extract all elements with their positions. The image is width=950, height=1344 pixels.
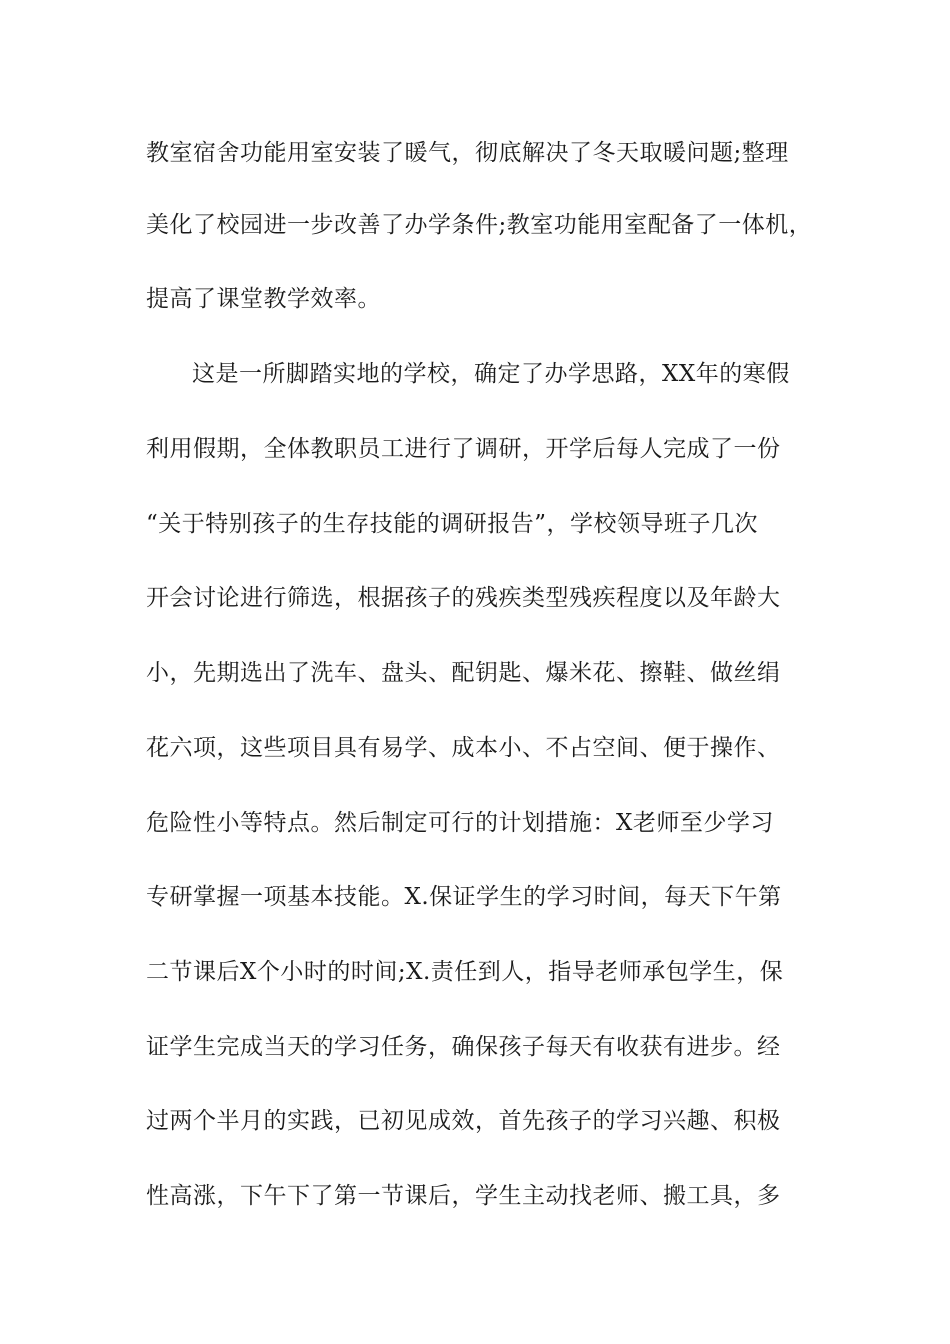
- text-line: “关于特别孩子的生存技能的调研报告”，学校领导班子几次: [146, 511, 759, 537]
- text-line: 性高涨，下午下了第一节课后，学生主动找老师、搬工具，多: [146, 1183, 781, 1209]
- text-line: 开会讨论进行筛选，根据孩子的残疾类型残疾程度以及年龄大: [146, 585, 781, 611]
- text-line: 美化了校园进一步改善了办学条件;教室功能用室配备了一体机，: [146, 212, 813, 238]
- text-line: 二节课后X个小时的时间;X.责任到人，指导老师承包学生，保: [146, 959, 784, 985]
- paragraph-start-line: 这是一所脚踏实地的学校，确定了办学思路，XX年的寒假: [192, 361, 790, 387]
- text-line: 教室宿舍功能用室安装了暖气，彻底解决了冬天取暖问题;整理: [146, 140, 789, 166]
- text-line: 提高了课堂教学效率。: [146, 286, 381, 312]
- text-line: 过两个半月的实践，已初见成效，首先孩子的学习兴趣、积极: [146, 1108, 781, 1134]
- text-line: 证学生完成当天的学习任务，确保孩子每天有收获有进步。经: [146, 1034, 781, 1060]
- text-line: 利用假期，全体教职员工进行了调研，开学后每人完成了一份: [146, 436, 781, 462]
- text-line: 危险性小等特点。然后制定可行的计划措施：X老师至少学习: [146, 810, 774, 836]
- text-line: 花六项，这些项目具有易学、成本小、不占空间、便于操作、: [146, 735, 781, 761]
- text-line: 小，先期选出了洗车、盘头、配钥匙、爆米花、擦鞋、做丝绢: [146, 660, 781, 686]
- text-line: 专研掌握一项基本技能。X.保证学生的学习时间，每天下午第: [146, 884, 782, 910]
